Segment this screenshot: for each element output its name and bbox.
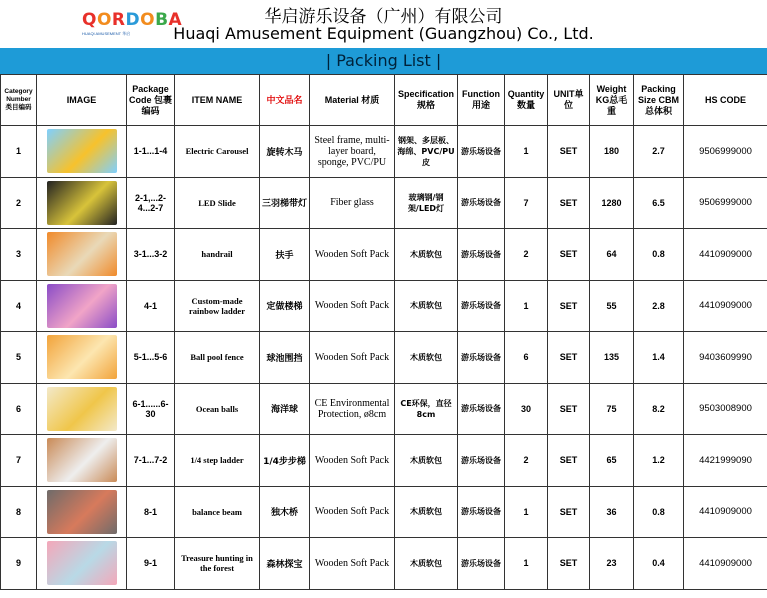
table-row: [1, 383, 767, 435]
category-number-cell: 7: [1, 435, 37, 487]
packing-size-cell: 2.8: [634, 280, 684, 332]
company-name-chinese: 华启游乐设备（广州）有限公司: [264, 7, 503, 27]
table-row: [1, 538, 767, 590]
balance-beam-image: [47, 490, 117, 534]
column-header-item-name: ITEM NAME: [175, 75, 260, 126]
weight-cell: 75: [590, 383, 634, 435]
packing-size-cell: 1.4: [634, 332, 684, 384]
specification-cell: CE环保，直径8cm: [395, 383, 458, 435]
material-cell: Steel frame, multi-layer board, sponge, PVC/PU: [310, 126, 395, 178]
weight-cell: 23: [590, 538, 634, 590]
column-header-quantity: Quantity 数量: [505, 75, 548, 126]
table-row: [1, 332, 767, 384]
page-header: [0, 0, 767, 48]
category-number-cell: 6: [1, 383, 37, 435]
packing-size-cell: 0.8: [634, 229, 684, 281]
item-name-cell: balance beam: [175, 486, 260, 538]
item-name-cell: Ball pool fence: [175, 332, 260, 384]
category-number-cell: 8: [1, 486, 37, 538]
quantity-cell: 6: [505, 332, 548, 384]
weight-cell: 64: [590, 229, 634, 281]
material-cell: Wooden Soft Pack: [310, 229, 395, 281]
chinese-name-cell: 旋转木马: [260, 126, 310, 178]
packing-size-cell: 6.5: [634, 177, 684, 229]
quantity-cell: 7: [505, 177, 548, 229]
table-row: [1, 177, 767, 229]
hs-code-cell: 9403609990: [684, 332, 767, 384]
packing-list-table: [0, 74, 767, 590]
category-number-cell: 4: [1, 280, 37, 332]
column-header-category: Category Number 类目编码: [1, 75, 37, 126]
package-code-cell: 9-1: [127, 538, 175, 590]
chinese-name-cell: 森林探宝: [260, 538, 310, 590]
specification-cell: 木质软包: [395, 538, 458, 590]
hs-code-cell: 4410909000: [684, 280, 767, 332]
hs-code-cell: 9503008900: [684, 383, 767, 435]
chinese-name-cell: 扶手: [260, 229, 310, 281]
chinese-name-cell: 独木桥: [260, 486, 310, 538]
category-number-cell: 1: [1, 126, 37, 178]
column-header-specification: Specification 规格: [395, 75, 458, 126]
category-number-cell: 5: [1, 332, 37, 384]
package-code-cell: 2-1,...2-4...2-7: [127, 177, 175, 229]
function-cell: 游乐场设备: [458, 383, 505, 435]
unit-cell: SET: [548, 486, 590, 538]
unit-cell: SET: [548, 177, 590, 229]
column-header-material: Material 材质: [310, 75, 395, 126]
material-cell: Wooden Soft Pack: [310, 538, 395, 590]
table-row: [1, 486, 767, 538]
chinese-name-cell: 海洋球: [260, 383, 310, 435]
chinese-name-cell: 定做楼梯: [260, 280, 310, 332]
weight-cell: 1280: [590, 177, 634, 229]
table-row: [1, 280, 767, 332]
weight-cell: 55: [590, 280, 634, 332]
column-header-chinese-name: [260, 75, 310, 126]
specification-cell: 木质软包: [395, 280, 458, 332]
package-code-cell: 1-1...1-4: [127, 126, 175, 178]
function-cell: 游乐场设备: [458, 486, 505, 538]
table-row: [1, 126, 767, 178]
function-cell: 游乐场设备: [458, 229, 505, 281]
packing-size-cell: 8.2: [634, 383, 684, 435]
packing-size-cell: 0.4: [634, 538, 684, 590]
chinese-name-cell: 1/4步步梯: [260, 435, 310, 487]
image-cell: [37, 383, 127, 435]
quantity-cell: 1: [505, 126, 548, 178]
unit-cell: SET: [548, 332, 590, 384]
image-cell: [37, 229, 127, 281]
item-name-cell: Electric Carousel: [175, 126, 260, 178]
item-name-cell: Ocean balls: [175, 383, 260, 435]
ocean-balls-image: [47, 387, 117, 431]
chinese-name-label: 中文品名: [266, 94, 303, 105]
unit-cell: SET: [548, 280, 590, 332]
material-cell: Wooden Soft Pack: [310, 332, 395, 384]
function-cell: 游乐场设备: [458, 280, 505, 332]
image-cell: [37, 177, 127, 229]
column-header-unit: UNIT单位: [548, 75, 590, 126]
material-cell: Wooden Soft Pack: [310, 280, 395, 332]
function-cell: 游乐场设备: [458, 126, 505, 178]
image-cell: [37, 126, 127, 178]
hs-code-cell: 4410909000: [684, 538, 767, 590]
item-name-cell: LED Slide: [175, 177, 260, 229]
unit-cell: SET: [548, 383, 590, 435]
led-slide-image: [47, 181, 117, 225]
material-cell: CE Environmental Protection, ø8cm: [310, 383, 395, 435]
column-header-function: Function 用途: [458, 75, 505, 126]
image-cell: [37, 486, 127, 538]
weight-cell: 36: [590, 486, 634, 538]
column-header-hs-code: HS CODE: [684, 75, 767, 126]
specification-cell: 玻璃钢/钢架/LED灯: [395, 177, 458, 229]
logo-subtitle: HUAQI AMUSEMENT 华启: [82, 31, 131, 36]
carousel-image: [47, 129, 117, 173]
material-cell: Wooden Soft Pack: [310, 435, 395, 487]
image-cell: [37, 538, 127, 590]
packing-size-cell: 1.2: [634, 435, 684, 487]
material-cell: Fiber glass: [310, 177, 395, 229]
packing-list-banner: | Packing List |: [0, 48, 767, 74]
image-cell: [37, 435, 127, 487]
item-name-cell: handrail: [175, 229, 260, 281]
quantity-cell: 1: [505, 280, 548, 332]
category-number-cell: 3: [1, 229, 37, 281]
unit-cell: SET: [548, 538, 590, 590]
function-cell: 游乐场设备: [458, 177, 505, 229]
hs-code-cell: 9506999000: [684, 126, 767, 178]
package-code-cell: 4-1: [127, 280, 175, 332]
hs-code-cell: 4421999090: [684, 435, 767, 487]
logo-wordmark: QORDOBA: [82, 10, 183, 30]
package-code-cell: 6-1......6-30: [127, 383, 175, 435]
handrail-image: [47, 232, 117, 276]
item-name-cell: 1/4 step ladder: [175, 435, 260, 487]
unit-cell: SET: [548, 435, 590, 487]
unit-cell: SET: [548, 126, 590, 178]
specification-cell: 木质软包: [395, 332, 458, 384]
packing-size-cell: 0.8: [634, 486, 684, 538]
quantity-cell: 30: [505, 383, 548, 435]
item-name-cell: Treasure hunting in the forest: [175, 538, 260, 590]
hs-code-cell: 9506999000: [684, 177, 767, 229]
column-header-package-code: Package Code 包裹编码: [127, 75, 175, 126]
quantity-cell: 2: [505, 435, 548, 487]
quantity-cell: 1: [505, 486, 548, 538]
category-number-cell: 9: [1, 538, 37, 590]
table-header-row: [1, 75, 767, 126]
table-row: [1, 435, 767, 487]
column-header-image: IMAGE: [37, 75, 127, 126]
chinese-name-cell: 球池围挡: [260, 332, 310, 384]
package-code-cell: 3-1...3-2: [127, 229, 175, 281]
hs-code-cell: 4410909000: [684, 486, 767, 538]
column-header-packing-size: Packing Size CBM 总体积: [634, 75, 684, 126]
image-cell: [37, 332, 127, 384]
company-name-english: Huaqi Amusement Equipment (Guangzhou) Co., Ltd.: [173, 24, 594, 43]
unit-cell: SET: [548, 229, 590, 281]
specification-cell: 木质软包: [395, 229, 458, 281]
column-header-weight: Weight KG总毛重: [590, 75, 634, 126]
specification-cell: 木质软包: [395, 486, 458, 538]
weight-cell: 65: [590, 435, 634, 487]
material-cell: Wooden Soft Pack: [310, 486, 395, 538]
table-row: [1, 229, 767, 281]
function-cell: 游乐场设备: [458, 332, 505, 384]
specification-cell: 钢架、多层板、海绵、PVC/PU皮: [395, 126, 458, 178]
hs-code-cell: 4410909000: [684, 229, 767, 281]
image-cell: [37, 280, 127, 332]
specification-cell: 木质软包: [395, 435, 458, 487]
function-cell: 游乐场设备: [458, 538, 505, 590]
step-ladder-image: [47, 438, 117, 482]
package-code-cell: 5-1...5-6: [127, 332, 175, 384]
quantity-cell: 2: [505, 229, 548, 281]
treasure-hunting-image: [47, 541, 117, 585]
category-number-cell: 2: [1, 177, 37, 229]
packing-size-cell: 2.7: [634, 126, 684, 178]
item-name-cell: Custom-made rainbow ladder: [175, 280, 260, 332]
weight-cell: 135: [590, 332, 634, 384]
function-cell: 游乐场设备: [458, 435, 505, 487]
quantity-cell: 1: [505, 538, 548, 590]
package-code-cell: 8-1: [127, 486, 175, 538]
chinese-name-cell: 三羽梯带灯: [260, 177, 310, 229]
rainbow-ladder-image: [47, 284, 117, 328]
ball-pool-fence-image: [47, 335, 117, 379]
package-code-cell: 7-1...7-2: [127, 435, 175, 487]
weight-cell: 180: [590, 126, 634, 178]
